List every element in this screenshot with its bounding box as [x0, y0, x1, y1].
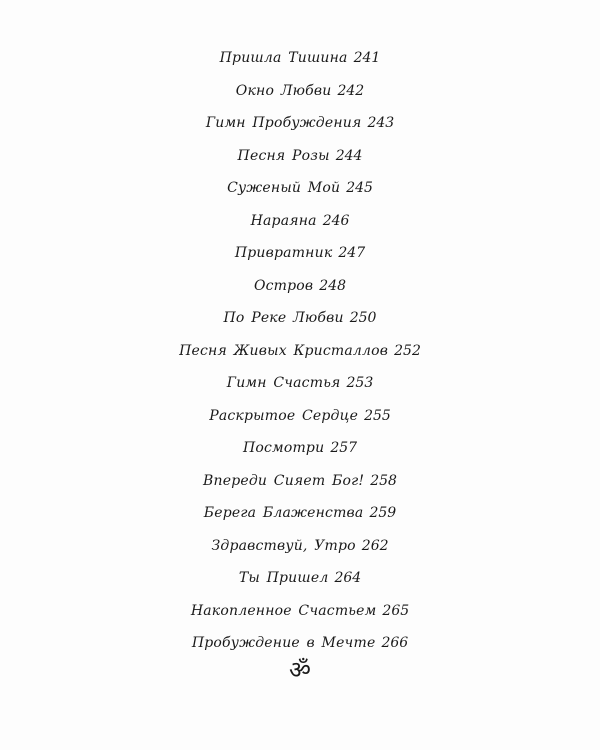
- toc-entry-title: Песня Живых Кристаллов: [179, 342, 389, 359]
- toc-entry-title: Пробуждение в Мечте: [191, 635, 376, 651]
- toc-entry: [0, 110, 600, 143]
- toc-entry-title: Ты Пришел: [238, 570, 329, 586]
- toc-entry-title: Раскрытое Сердце: [209, 407, 359, 424]
- toc-entry: [0, 78, 600, 111]
- toc-entry-page: 246: [322, 212, 350, 229]
- toc-entry: [0, 175, 600, 208]
- toc-entry-page: 264: [334, 570, 362, 586]
- toc-entry: [0, 143, 600, 176]
- toc-entry-title: Песня Розы: [237, 147, 330, 164]
- toc-entry-page: 247: [338, 245, 366, 261]
- toc-entry-page: 248: [319, 277, 347, 294]
- toc-entry-title: Посмотри: [242, 440, 325, 456]
- toc-entry-title: Гимн Пробуждения: [205, 115, 362, 131]
- toc-entry-title: Накопленное Счастьем: [190, 602, 377, 619]
- toc-entry-title: Впереди Сияет Бог!: [203, 472, 365, 489]
- toc-entry-title: Суженый Мой: [227, 180, 341, 196]
- toc-entry-page: 242: [337, 82, 365, 99]
- toc-entry-page: 245: [346, 180, 373, 196]
- toc-entry-title: Остров: [253, 277, 314, 294]
- toc-entry: [0, 208, 600, 241]
- toc-entry-page: 252: [394, 342, 421, 359]
- toc-entry-page: 253: [346, 375, 374, 391]
- toc-entry-page: 250: [349, 310, 377, 326]
- toc-entry: [0, 403, 600, 436]
- toc-entry-title: Пришла Тишина: [219, 50, 348, 66]
- toc-entry: [0, 500, 600, 533]
- toc-entry: [0, 533, 600, 566]
- toc-entry-title: Берега Блаженства: [203, 505, 364, 521]
- toc-entry: [0, 45, 600, 78]
- toc-entry-title: Здравствуй, Утро: [211, 537, 356, 554]
- toc-entry: [0, 305, 600, 338]
- toc-entry-page: 241: [353, 50, 381, 66]
- toc-entry-page: 244: [335, 147, 363, 164]
- toc-entry: [0, 565, 600, 598]
- toc-entry: [0, 273, 600, 306]
- toc-entry: [0, 338, 600, 371]
- toc-entry: [0, 435, 600, 468]
- table-of-contents: [0, 45, 600, 663]
- toc-entry-title: Нараяна: [250, 212, 317, 229]
- toc-entry-page: 266: [381, 635, 409, 651]
- toc-entry-page: 257: [330, 440, 358, 456]
- toc-entry-page: 243: [367, 115, 395, 131]
- toc-entry-title: Окно Любви: [235, 82, 332, 99]
- toc-entry-page: 265: [382, 602, 410, 619]
- toc-entry-page: 258: [370, 472, 397, 489]
- om-icon: ॐ: [289, 656, 311, 684]
- toc-entry-page: 262: [361, 537, 389, 554]
- toc-entry-title: По Реке Любви: [223, 310, 344, 326]
- toc-entry: [0, 468, 600, 501]
- toc-entry-page: 259: [369, 505, 397, 521]
- toc-entry-title: Гимн Счастья: [226, 375, 341, 391]
- toc-entry: [0, 370, 600, 403]
- toc-entry: [0, 598, 600, 631]
- toc-entry: [0, 240, 600, 273]
- toc-entry-page: 255: [364, 407, 391, 424]
- toc-entry-title: Привратник: [234, 245, 333, 261]
